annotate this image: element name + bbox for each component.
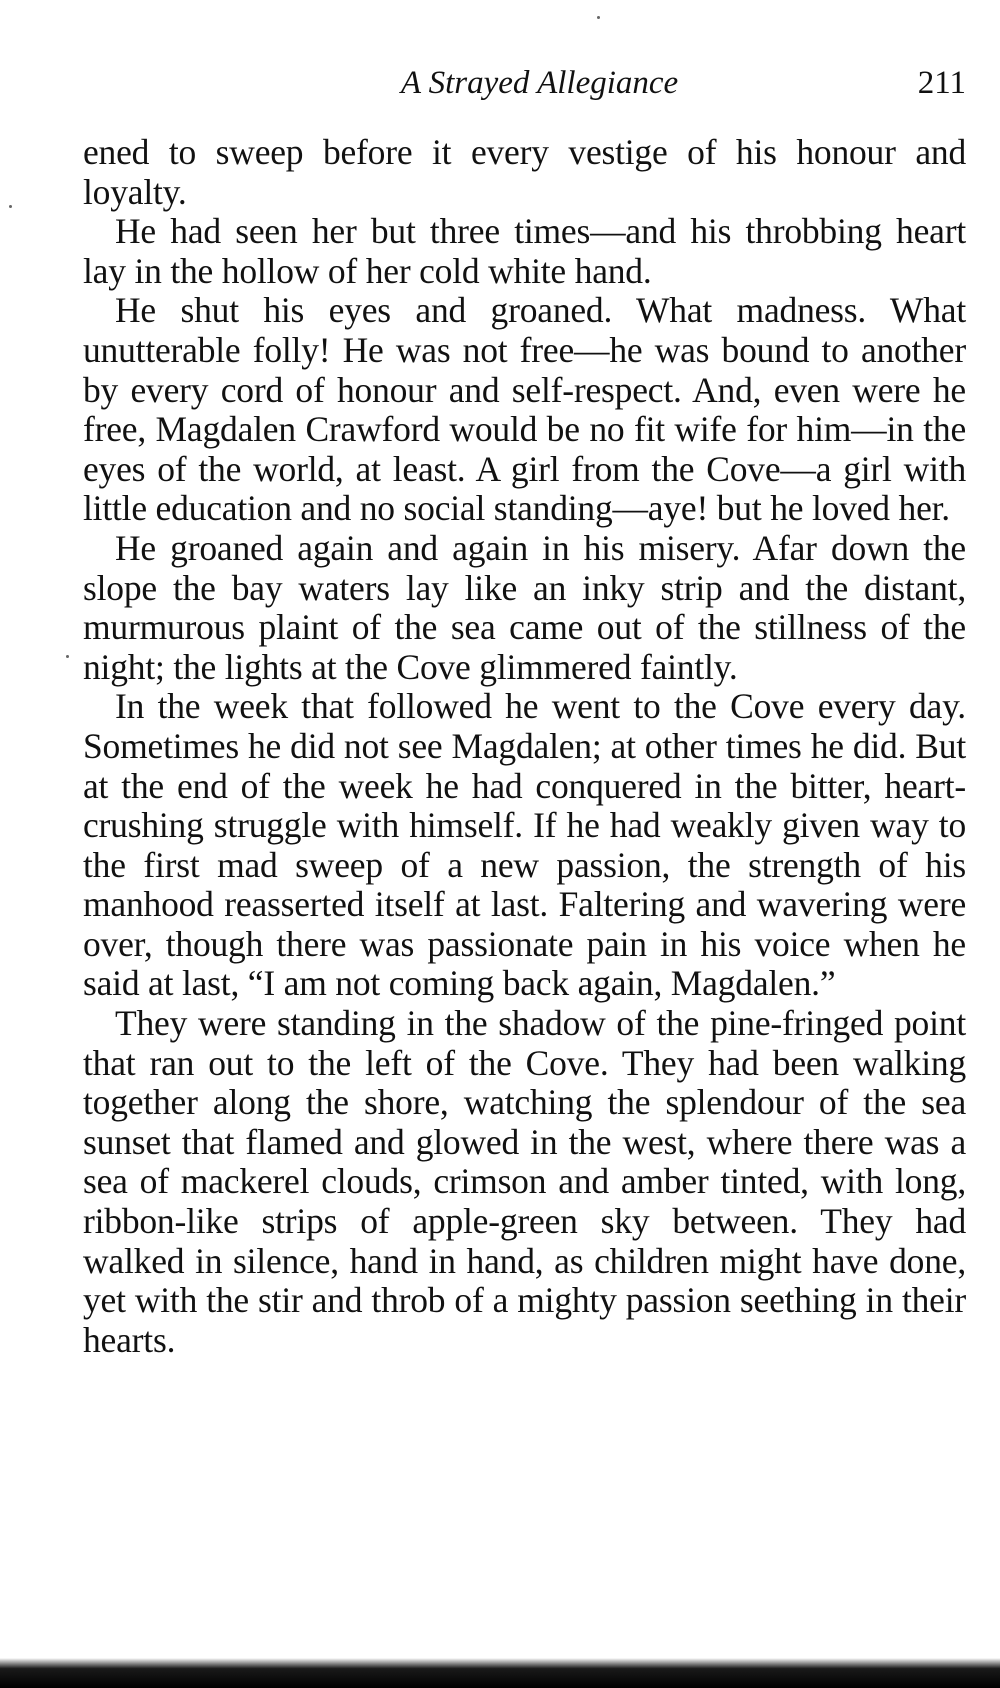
scan-edge-shadow: [0, 1658, 1000, 1688]
body-text: [83, 133, 966, 1360]
paragraph: He groaned again and again in his misery. Afar down the slope the bay waters lay like an inky strip and the distant, murmurous plaint of the sea came out of the stillness of the night; the lights at the Cove glimmered faintly.: [83, 527, 966, 687]
page-number: 211: [917, 65, 966, 101]
scan-speck: [9, 205, 12, 208]
paragraph: They were standing in the shadow of the pine-fringed point that ran out to the left of the Cove. They had been walking together along the shore, watching the splendour of the sea sunset that flamed and glowed in the west, where there was a sea of mackerel clouds, crimson and amber tinted, with long, ribbon-like strips of apple-green sky between. They had walked in silence, hand in hand, as children might have done, yet with the stir and throb of a mighty passion seething in their hearts.: [83, 1003, 966, 1360]
paragraph: In the week that followed he went to the Cove every day. Sometimes he did not see Magdalen; at other times he did. But at the end of the week he had conquered in the bitter, heart-crushing struggle with himself. If he had weakly given way to the first mad sweep of a new passion, the strength of his manhood reasserted itself at last. Faltering and wavering were over, though there was passionate pain in his voice when he said at last, “I am not coming back again, Magdalen.”: [83, 686, 966, 1004]
paragraph-continued: ened to sweep before it every vestige of his honour and loyalty.: [83, 132, 966, 212]
paragraph: He shut his eyes and groaned. What madness. What unutterable folly! He was not free—he was bound to another by every cord of honour and self-respect. And, even were he free, Magdalen Crawford would be no fit wife for him—in the eyes of the world, at least. A girl from the Cove—a girl with little education and no social standing—aye! but he loved her.: [83, 290, 966, 529]
running-head: [83, 62, 966, 104]
scan-speck: [66, 655, 69, 658]
paragraph: He had seen her but three times—and his throbbing heart lay in the hollow of her cold white hand.: [83, 211, 966, 291]
running-title: A Strayed Allegiance: [400, 65, 679, 101]
scan-speck: [597, 16, 600, 19]
